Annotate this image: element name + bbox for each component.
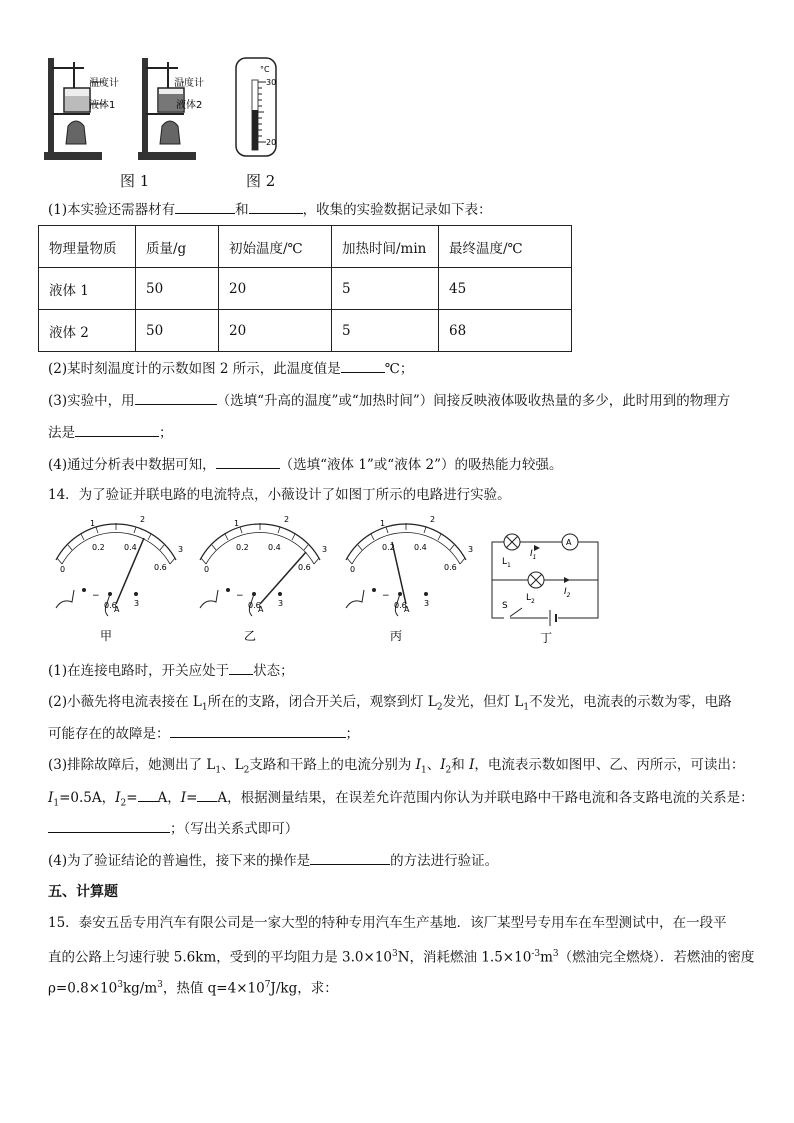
- subscript: 1: [201, 702, 208, 713]
- q15-line2: [48, 944, 754, 968]
- table-cell: 68: [439, 310, 572, 352]
- subscript: 2: [120, 798, 127, 809]
- circuit-label-i2: $I_2$: [564, 587, 571, 599]
- answer-blank[interactable]: [48, 818, 170, 833]
- q13-p2-text-a: (2)某时刻温度计的示数如图 2 所示，此温度值是: [48, 361, 341, 377]
- answer-blank[interactable]: [75, 422, 159, 437]
- q13-part2: [48, 358, 413, 379]
- q14-stem: 14．为了验证并联电路的电流特点，小薇设计了如图丁所示的电路进行实验。: [48, 487, 511, 503]
- q13-p4-text-a: (4)通过分析表中数据可知，: [48, 457, 216, 473]
- meter-label: 0.2: [236, 543, 249, 552]
- meter-label: 2: [140, 515, 146, 524]
- subscript: 2: [243, 765, 250, 776]
- q14-p3-text-h: =: [126, 790, 138, 806]
- meter-label: 0: [350, 565, 356, 574]
- answer-blank[interactable]: [135, 390, 217, 405]
- ammeter-yi: [200, 515, 327, 643]
- table-cell: 20: [219, 268, 332, 310]
- q14-part3-cont: [48, 787, 754, 814]
- subscript: 1: [523, 702, 530, 713]
- symbol-i: I: [115, 790, 121, 806]
- caption-ding: 丁: [540, 631, 553, 645]
- q14-p2-text-d: 不发光，电流表的示数为零，电路: [529, 694, 732, 710]
- superscript: 7: [264, 980, 271, 990]
- table-cell: 50: [136, 310, 219, 352]
- meter-label: 3: [322, 545, 328, 554]
- terminal-label: 0.6: [248, 601, 261, 610]
- q14-part1: [48, 660, 294, 681]
- superscript: 3: [392, 949, 398, 959]
- q13-p3-text-b: （选填“升高的温度”或“加热时间”）间接反映液体吸收热量的多少，此时用到的物理方: [216, 393, 731, 409]
- q15-l2-text-d: （燃油完全燃烧）．若燃油的密度: [558, 949, 755, 966]
- meter-label: 0.4: [124, 543, 137, 552]
- apparatus-1: [44, 58, 119, 160]
- answer-blank[interactable]: [341, 358, 385, 373]
- answer-blank[interactable]: [229, 660, 253, 675]
- q14-p2-text-f: ；: [345, 726, 359, 742]
- table-row: [39, 310, 572, 352]
- q13-part3-cont: [48, 422, 173, 443]
- symbol-i: I: [48, 790, 54, 806]
- q15-l3-text-b: kg/m: [122, 980, 158, 997]
- label-thermometer-1: 温度计: [89, 78, 119, 89]
- q14-p3-text-k: ；（写出关系式即可）: [170, 821, 299, 837]
- superscript: -3: [531, 949, 541, 959]
- subscript: 2: [445, 765, 452, 776]
- ammeter-symbol: A: [566, 538, 572, 547]
- q14-p3-text-g: =0.5A，: [59, 790, 116, 806]
- symbol-i: I: [415, 757, 421, 773]
- table-header-cell: 最终温度/℃: [439, 226, 572, 268]
- meter-label: 1: [380, 519, 386, 528]
- q14-p1-text-b: 状态；: [253, 663, 294, 679]
- terminal-label: A: [258, 605, 264, 614]
- q14-p3-text-b: 、L: [221, 757, 244, 773]
- q14-p2-text-e: 可能存在的故障是：: [48, 726, 170, 742]
- meter-label: 0.4: [268, 543, 281, 552]
- ammeter-jia: [56, 515, 183, 643]
- table-cell: 50: [136, 268, 219, 310]
- experiment-data-table: [38, 225, 572, 352]
- table-header-cell: 物理量物质: [39, 226, 136, 268]
- table-cell: 液体 1: [39, 268, 136, 310]
- meter-label: 1: [90, 519, 96, 528]
- thermometer-scale: [236, 58, 276, 156]
- q13-p3-text-c: 法是: [48, 425, 75, 441]
- q13-part1: [48, 199, 492, 220]
- q15-l3-text-c: ，热值 q=4×10: [162, 980, 265, 997]
- ammeter-bing: [346, 515, 473, 643]
- subscript: 2: [436, 702, 443, 713]
- circuit-ding: [492, 534, 598, 645]
- q14-p2-text-a: (2)小薇先将电流表接在 L: [48, 694, 202, 710]
- q14-part3-end: [48, 818, 298, 839]
- q13-part4: [48, 454, 563, 475]
- terminal-label: 3: [134, 599, 140, 608]
- meter-label: 0.6: [444, 563, 457, 572]
- q14-p2-text-b: 所在的支路，闭合开关后，观察到灯 L: [207, 694, 437, 710]
- q14-p3-text-f: ，电流表示数如图甲、乙、丙所示，可读出：: [474, 757, 745, 773]
- meter-label: 0.2: [382, 543, 395, 552]
- superscript: 3: [117, 980, 123, 990]
- q14-p3-text-j: A，根据测量结果，在误差允许范围内你认为并联电路中干路电流和各支路电流的关系是：: [217, 790, 754, 806]
- section-heading: 五、计算题: [48, 884, 118, 900]
- apparatus-2: [138, 58, 204, 160]
- q15-line1: 15．泰安五岳专用汽车有限公司是一家大型的特种专用汽车生产基地．该厂某型号专用车在车型测试中，在一段平: [48, 915, 727, 931]
- table-row: [39, 268, 572, 310]
- circuit-label-l2: $L_2$: [526, 593, 535, 605]
- terminal-label: 3: [424, 599, 430, 608]
- table-header-cell: 质量/g: [136, 226, 219, 268]
- q13-p3-text-a: (3)实验中，用: [48, 393, 135, 409]
- symbol-i: I: [469, 757, 475, 773]
- thermometer-unit: °C: [260, 65, 270, 74]
- meter-label: 0.4: [414, 543, 427, 552]
- circuit-label-s: S: [502, 601, 508, 611]
- meter-label: 0.6: [154, 563, 167, 572]
- table-header-row: [39, 226, 572, 268]
- answer-blank[interactable]: [197, 787, 217, 802]
- label-liquid1: 液体1: [89, 100, 116, 111]
- meter-label: 0: [60, 565, 66, 574]
- q15-l3-text-a: ρ=0.8×10: [48, 980, 118, 997]
- terminal-label: −: [236, 591, 244, 601]
- terminal-label: 3: [278, 599, 284, 608]
- terminal-label: 0.6: [394, 601, 407, 610]
- q14-p1-text-a: (1)在连接电路时，开关应处于: [48, 663, 230, 679]
- table-cell: 45: [439, 268, 572, 310]
- symbol-i: I: [180, 790, 187, 806]
- meter-label: 0.2: [92, 543, 105, 552]
- answer-blank[interactable]: [175, 199, 235, 214]
- label-thermometer-2: 温度计: [174, 78, 204, 89]
- circuit-label-i1: $I_1$: [530, 549, 537, 561]
- superscript: 3: [552, 949, 559, 959]
- q13-p2-text-b: ℃；: [384, 361, 414, 377]
- symbol-i: I: [440, 757, 446, 773]
- meter-label: 1: [234, 519, 240, 528]
- meter-label: 0: [204, 565, 210, 574]
- meter-label: 3: [178, 545, 184, 554]
- meter-label: 2: [284, 515, 290, 524]
- terminal-label: −: [92, 591, 100, 601]
- meter-label: 2: [430, 515, 436, 524]
- q13-p1-text-a: (1)本实验还需器材有: [48, 202, 176, 218]
- subscript: 1: [215, 765, 222, 776]
- answer-blank[interactable]: [249, 199, 303, 214]
- q14-part3: [48, 755, 744, 781]
- caption-bing: 丙: [390, 629, 403, 643]
- q15-l2-text-b: N，消耗燃油 1.5×10: [397, 949, 532, 966]
- thermometer-mark-20: 20: [266, 138, 277, 147]
- q13-p1-text-c: ，收集的实验数据记录如下表：: [302, 202, 492, 218]
- terminal-label: A: [404, 605, 410, 614]
- meter-label: 0.6: [298, 563, 311, 572]
- terminal-label: 0.6: [104, 601, 117, 610]
- table-cell: 液体 2: [39, 310, 136, 352]
- q14-part2: [48, 692, 732, 718]
- table-cell: 5: [332, 268, 439, 310]
- q13-part3: [48, 390, 730, 411]
- caption-figure-2: 图 2: [246, 172, 276, 190]
- superscript: 3: [157, 980, 163, 990]
- caption-yi: 乙: [244, 629, 257, 643]
- terminal-label: A: [114, 605, 120, 614]
- q14-part4: [48, 850, 498, 871]
- answer-blank[interactable]: [138, 787, 158, 802]
- caption-jia: 甲: [100, 629, 113, 643]
- ammeter-figures: [48, 508, 608, 648]
- label-liquid2: 液体2: [176, 100, 203, 111]
- q14-p4-text-a: (4)为了验证结论的普遍性，接下来的操作是: [48, 853, 311, 869]
- meter-label: 3: [468, 545, 474, 554]
- q14-p3-text-e: 和: [451, 757, 470, 773]
- q15-l2-text-c: m: [540, 949, 553, 966]
- q15-line3: [48, 975, 338, 999]
- q15-l3-text-d: J/kg，求：: [270, 980, 338, 997]
- table-cell: 5: [332, 310, 439, 352]
- caption-figure-1: 图 1: [120, 172, 150, 190]
- q14-p3-text-i: A，: [157, 790, 181, 806]
- subscript: 1: [53, 798, 60, 809]
- terminal-label: −: [382, 591, 390, 601]
- heating-apparatus-figure: [44, 52, 294, 164]
- thermometer-mark-30: 30: [266, 78, 277, 87]
- q14-p2-text-c: 发光，但灯 L: [442, 694, 524, 710]
- q14-p3-text-a: (3)排除故障后，她测出了 L: [48, 757, 216, 773]
- answer-blank[interactable]: [216, 454, 280, 469]
- q13-p1-text-b: 和: [235, 202, 249, 218]
- q13-p3-text-d: ；: [159, 425, 173, 441]
- q14-p4-text-b: 的方法进行验证。: [390, 853, 499, 869]
- q14-p3-text-h2: =: [186, 790, 198, 806]
- q14-p3-text-c: 支路和干路上的电流分别为: [249, 757, 416, 773]
- q14-p3-text-d: 、: [426, 757, 441, 773]
- answer-blank[interactable]: [170, 723, 346, 738]
- q13-p4-text-b: （选填“液体 1”或“液体 2”）的吸热能力较强。: [279, 457, 563, 473]
- table-cell: 20: [219, 310, 332, 352]
- table-header-cell: 加热时间/min: [332, 226, 439, 268]
- q15-l2-text-a: 直的公路上匀速行驶 5.6km，受到的平均阻力是 3.0×10: [48, 949, 392, 966]
- q14-part2-cont: [48, 723, 359, 744]
- subscript: 1: [420, 765, 427, 776]
- table-header-cell: 初始温度/℃: [219, 226, 332, 268]
- answer-blank[interactable]: [310, 850, 390, 865]
- circuit-label-l1: $L_1$: [502, 557, 511, 569]
